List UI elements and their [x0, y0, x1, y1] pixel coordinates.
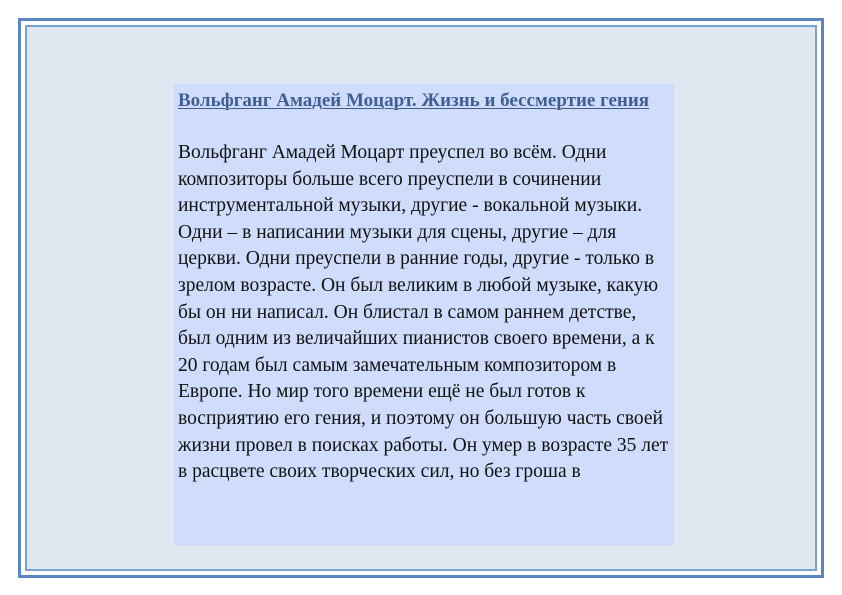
paragraph-spacer [178, 114, 670, 140]
document-heading: Вольфганг Амадей Моцарт. Жизнь и бессмертие гения [178, 90, 650, 111]
document-body-text: Вольфганг Амадей Моцарт преуспел во всём. Одни композиторы больше всего преуспели в сочинении инструментальной музыки, другие - вокальной музыки. Одни – в написании музыки для сцены, другие – для церкви. Одни преуспели в ранние годы, другие - только в зрелом возрасте. Он был великим в любой музыке, какую бы он ни написал. Он блистал в самом раннем детстве, был одним из величайших пианистов своего времени, а к 20 годам был самым замечательным композитором в Европе. Но мир того времени ещё не был готов к восприятию его гения, и поэтому он большую часть своей жизни провел в поисках работы. Он умер в возрасте 35 лет в расцвете своих творческих сил, но без гроша в [178, 142, 669, 483]
text-block [174, 84, 674, 546]
